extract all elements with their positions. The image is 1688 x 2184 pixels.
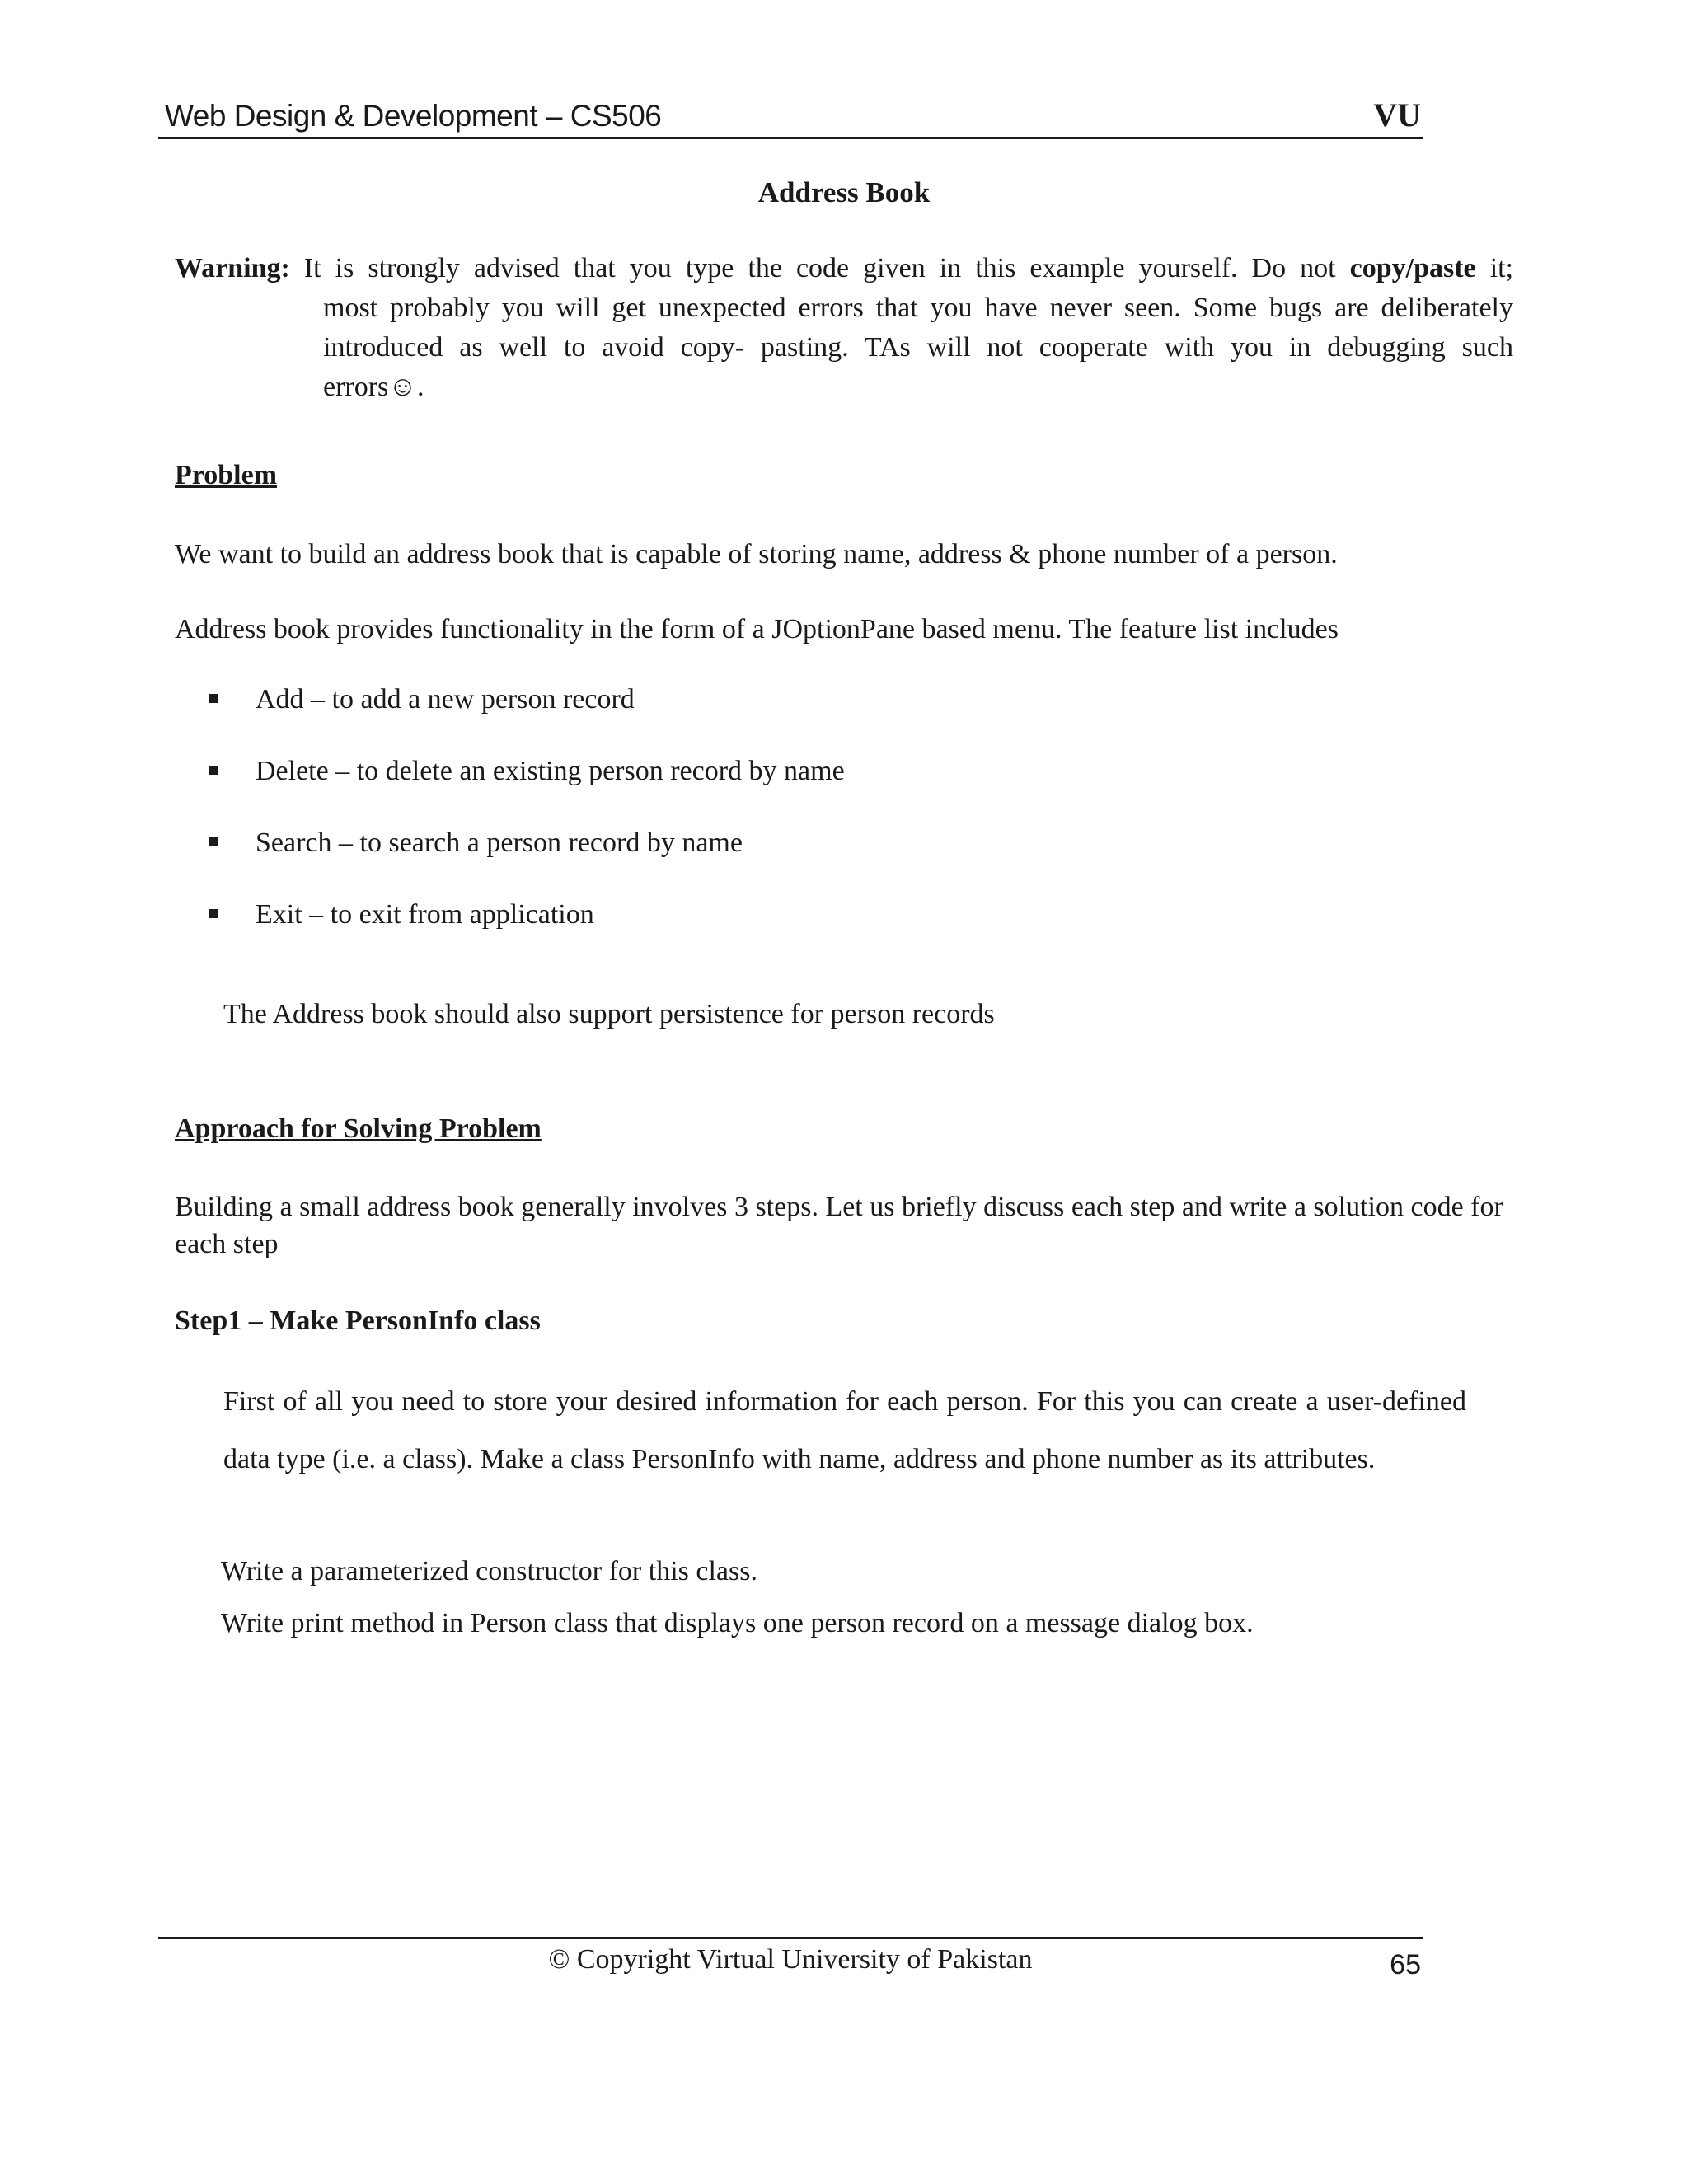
feature-add: Add – to add a new person record — [256, 684, 635, 715]
warning-block — [175, 249, 1513, 407]
list-item — [209, 896, 845, 968]
warning-copy-paste: copy/paste — [1349, 253, 1476, 284]
problem-paragraph-1: We want to build an address book that is capable of storing name, address & phone number of a person. — [175, 539, 1338, 569]
feature-delete: Delete – to delete an existing person record by name — [256, 756, 845, 786]
problem-paragraph-2: Address book provides functionality in the form of a JOptionPane based menu. The feature list includes — [175, 614, 1339, 644]
page-footer — [158, 1937, 1423, 1989]
bullet-icon — [209, 694, 218, 703]
document-title: Address Book — [757, 176, 931, 209]
approach-paragraph: Building a small address book generally involves 3 steps. Let us briefly discuss each step and write a solution code for each step — [175, 1192, 1503, 1259]
warning-line-4: errors☺. — [323, 372, 424, 402]
warning-text-1-end: it; — [1489, 253, 1514, 284]
step1-constructor-line: Write a parameterized constructor for this class. — [221, 1556, 757, 1586]
feature-search: Search – to search a person record by name — [256, 827, 743, 858]
bullet-icon — [209, 837, 218, 846]
bullet-icon — [209, 766, 218, 775]
warning-line-2: most probably you will get unexpected errors that you have never seen. Some bugs are deliberately — [323, 293, 1513, 323]
warning-label: Warning: — [175, 253, 290, 284]
warning-continuation — [323, 288, 1513, 407]
warning-line-1 — [175, 249, 1513, 288]
step1-body: First of all you need to store your desired information for each person. For this you can create a user-defined data type (i.e. a class). Make a class PersonInfo with name, address and phone number as its attributes. — [223, 1386, 1466, 1474]
step1-print-line: Write print method in Person class that displays one person record on a message dialog box. — [221, 1608, 1254, 1638]
header-institution: VU — [1373, 96, 1421, 134]
page-number: 65 — [1390, 1949, 1421, 1980]
approach-heading: Approach for Solving Problem — [175, 1113, 542, 1144]
persistence-paragraph: The Address book should also support persistence for person records — [223, 999, 995, 1029]
footer-copyright: © Copyright Virtual University of Pakistan — [548, 1944, 1033, 1975]
list-item — [209, 681, 845, 752]
warning-line-3: introduced as well to avoid copy- pasting. TAs will not cooperate with you in debugging such — [323, 332, 1513, 363]
header-course-title: Web Design & Development – CS506 — [165, 99, 662, 133]
list-item — [209, 752, 845, 824]
problem-heading: Problem — [175, 460, 278, 490]
warning-text-1: It is strongly advised that you type the code given in this example yourself. Do not — [303, 253, 1336, 284]
page-header — [158, 96, 1423, 139]
feature-list — [209, 681, 845, 968]
bullet-icon — [209, 909, 218, 918]
step1-heading: Step1 – Make PersonInfo class — [175, 1305, 541, 1336]
list-item — [209, 824, 845, 896]
feature-exit: Exit – to exit from application — [256, 899, 594, 930]
